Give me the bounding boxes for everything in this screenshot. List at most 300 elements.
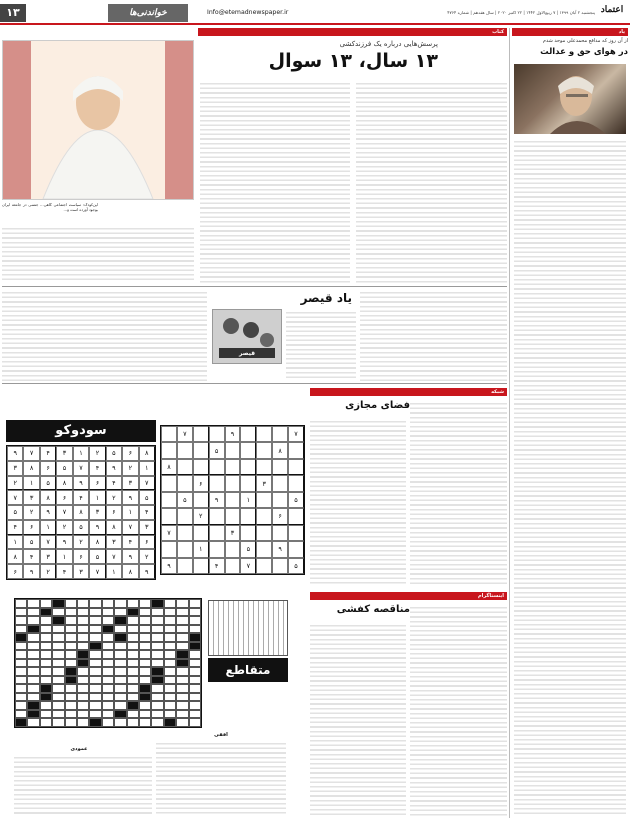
crossword-cell[interactable] [52,684,64,693]
crossword-cell[interactable] [102,633,114,642]
crossword-cell[interactable] [102,659,114,668]
sudoku-cell[interactable] [225,541,241,557]
crossword-cell[interactable] [139,616,151,625]
crossword-cell[interactable] [65,693,77,702]
crossword-cell[interactable] [27,684,39,693]
crossword-cell[interactable] [65,676,77,685]
sudoku-cell[interactable]: ۹ [209,492,225,508]
crossword-cell[interactable] [52,693,64,702]
crossword-cell[interactable] [139,633,151,642]
crossword-grid[interactable] [14,598,202,728]
sudoku-cell[interactable] [225,558,241,574]
sudoku-cell[interactable] [177,442,193,458]
crossword-cell[interactable] [102,667,114,676]
sudoku-cell[interactable] [288,475,304,491]
crossword-cell[interactable] [114,667,126,676]
sudoku-cell[interactable] [272,459,288,475]
crossword-cell[interactable] [102,701,114,710]
crossword-cell[interactable] [176,693,188,702]
sudoku-cell[interactable] [193,426,209,442]
crossword-cell[interactable] [164,667,176,676]
crossword-cell[interactable] [52,625,64,634]
crossword-cell[interactable] [15,718,27,727]
sudoku-cell[interactable]: ۳ [256,475,272,491]
crossword-cell[interactable] [40,676,52,685]
crossword-cell[interactable] [114,650,126,659]
sudoku-cell[interactable] [240,475,256,491]
sudoku-cell[interactable]: ۵ [177,492,193,508]
crossword-cell[interactable] [15,616,27,625]
crossword-cell[interactable] [176,684,188,693]
crossword-cell[interactable] [164,616,176,625]
crossword-cell[interactable] [139,659,151,668]
crossword-cell[interactable] [102,693,114,702]
crossword-cell[interactable] [27,616,39,625]
crossword-cell[interactable] [89,608,101,617]
crossword-cell[interactable] [77,608,89,617]
crossword-cell[interactable] [176,599,188,608]
crossword-cell[interactable] [89,616,101,625]
crossword-cell[interactable] [89,718,101,727]
crossword-cell[interactable] [65,701,77,710]
crossword-cell[interactable] [164,608,176,617]
crossword-cell[interactable] [77,642,89,651]
crossword-cell[interactable] [127,676,139,685]
sudoku-cell[interactable] [225,475,241,491]
sudoku-cell[interactable] [177,525,193,541]
sudoku-cell[interactable] [161,541,177,557]
crossword-cell[interactable] [127,710,139,719]
sudoku-cell[interactable] [193,525,209,541]
crossword-cell[interactable] [40,710,52,719]
crossword-cell[interactable] [139,608,151,617]
crossword-cell[interactable] [189,633,201,642]
crossword-cell[interactable] [114,710,126,719]
sudoku-cell[interactable] [209,459,225,475]
sudoku-cell[interactable] [240,442,256,458]
sudoku-cell[interactable] [288,459,304,475]
crossword-cell[interactable] [40,633,52,642]
crossword-cell[interactable] [52,599,64,608]
sudoku-cell[interactable] [177,459,193,475]
crossword-cell[interactable] [40,718,52,727]
crossword-cell[interactable] [139,667,151,676]
crossword-cell[interactable] [176,616,188,625]
crossword-cell[interactable] [15,701,27,710]
crossword-cell[interactable] [102,676,114,685]
crossword-cell[interactable] [151,684,163,693]
crossword-cell[interactable] [15,633,27,642]
crossword-cell[interactable] [127,701,139,710]
crossword-cell[interactable] [15,650,27,659]
crossword-cell[interactable] [176,659,188,668]
sudoku-cell[interactable] [288,525,304,541]
sudoku-cell[interactable]: ۶ [272,508,288,524]
crossword-cell[interactable] [77,684,89,693]
crossword-cell[interactable] [27,650,39,659]
crossword-cell[interactable] [102,710,114,719]
crossword-cell[interactable] [139,625,151,634]
crossword-cell[interactable] [127,642,139,651]
sudoku-cell[interactable] [225,492,241,508]
sudoku-cell[interactable] [193,492,209,508]
crossword-cell[interactable] [102,684,114,693]
crossword-cell[interactable] [127,718,139,727]
crossword-cell[interactable] [89,642,101,651]
sudoku-cell[interactable] [193,459,209,475]
crossword-cell[interactable] [139,718,151,727]
crossword-cell[interactable] [65,684,77,693]
sudoku-cell[interactable]: ۹ [225,426,241,442]
crossword-cell[interactable] [164,599,176,608]
crossword-cell[interactable] [114,693,126,702]
crossword-cell[interactable] [40,693,52,702]
crossword-cell[interactable] [139,650,151,659]
crossword-cell[interactable] [77,667,89,676]
sudoku-cell[interactable] [209,426,225,442]
crossword-cell[interactable] [15,659,27,668]
sudoku-cell[interactable] [240,426,256,442]
sudoku-cell[interactable] [288,442,304,458]
crossword-cell[interactable] [102,718,114,727]
crossword-cell[interactable] [40,684,52,693]
crossword-cell[interactable] [65,667,77,676]
crossword-cell[interactable] [27,633,39,642]
crossword-cell[interactable] [40,659,52,668]
crossword-cell[interactable] [127,667,139,676]
crossword-cell[interactable] [151,718,163,727]
sudoku-cell[interactable] [288,541,304,557]
sudoku-cell[interactable] [272,525,288,541]
crossword-cell[interactable] [40,642,52,651]
sudoku-cell[interactable]: ۴ [209,558,225,574]
crossword-cell[interactable] [52,642,64,651]
crossword-cell[interactable] [102,625,114,634]
crossword-cell[interactable] [164,684,176,693]
crossword-cell[interactable] [65,650,77,659]
crossword-cell[interactable] [189,710,201,719]
crossword-cell[interactable] [52,710,64,719]
sudoku-cell[interactable] [177,508,193,524]
crossword-cell[interactable] [176,633,188,642]
crossword-cell[interactable] [151,701,163,710]
crossword-cell[interactable] [40,625,52,634]
crossword-cell[interactable] [27,718,39,727]
sudoku-cell[interactable]: ۸ [161,459,177,475]
sudoku-cell[interactable]: ۸ [272,442,288,458]
sudoku-cell[interactable] [272,558,288,574]
crossword-cell[interactable] [139,693,151,702]
crossword-cell[interactable] [77,676,89,685]
sudoku-cell[interactable] [209,525,225,541]
sudoku-cell[interactable]: ۵ [288,492,304,508]
crossword-cell[interactable] [139,676,151,685]
crossword-cell[interactable] [102,599,114,608]
crossword-cell[interactable] [114,659,126,668]
crossword-cell[interactable] [164,625,176,634]
crossword-cell[interactable] [189,650,201,659]
crossword-cell[interactable] [15,667,27,676]
sudoku-cell[interactable] [256,492,272,508]
crossword-cell[interactable] [65,659,77,668]
crossword-cell[interactable] [139,642,151,651]
crossword-cell[interactable] [102,616,114,625]
crossword-cell[interactable] [89,701,101,710]
crossword-cell[interactable] [189,599,201,608]
crossword-cell[interactable] [127,625,139,634]
crossword-cell[interactable] [176,710,188,719]
crossword-cell[interactable] [189,676,201,685]
sudoku-cell[interactable] [161,508,177,524]
crossword-cell[interactable] [89,684,101,693]
crossword-cell[interactable] [189,608,201,617]
crossword-cell[interactable] [189,667,201,676]
sudoku-cell[interactable] [256,525,272,541]
sudoku-cell[interactable] [272,475,288,491]
sudoku-cell[interactable] [209,508,225,524]
crossword-cell[interactable] [15,642,27,651]
crossword-cell[interactable] [65,710,77,719]
crossword-cell[interactable] [27,659,39,668]
sudoku-cell[interactable]: ۷ [288,426,304,442]
sudoku-cell[interactable] [225,442,241,458]
crossword-cell[interactable] [65,633,77,642]
crossword-cell[interactable] [77,701,89,710]
sudoku-cell[interactable] [272,492,288,508]
crossword-cell[interactable] [127,608,139,617]
crossword-cell[interactable] [15,608,27,617]
crossword-cell[interactable] [176,701,188,710]
sudoku-cell[interactable]: ۱ [240,492,256,508]
sudoku-cell[interactable]: ۷ [240,558,256,574]
crossword-cell[interactable] [189,693,201,702]
crossword-cell[interactable] [102,608,114,617]
crossword-cell[interactable] [65,608,77,617]
crossword-cell[interactable] [114,676,126,685]
crossword-cell[interactable] [151,667,163,676]
crossword-cell[interactable] [114,701,126,710]
crossword-cell[interactable] [164,676,176,685]
crossword-cell[interactable] [40,650,52,659]
crossword-cell[interactable] [15,684,27,693]
sudoku-cell[interactable] [225,508,241,524]
sudoku-cell[interactable]: ۳ [225,525,241,541]
crossword-cell[interactable] [15,599,27,608]
crossword-cell[interactable] [77,659,89,668]
crossword-cell[interactable] [65,599,77,608]
crossword-cell[interactable] [189,625,201,634]
crossword-cell[interactable] [127,693,139,702]
crossword-cell[interactable] [151,693,163,702]
crossword-cell[interactable] [127,650,139,659]
crossword-cell[interactable] [164,642,176,651]
crossword-cell[interactable] [127,659,139,668]
sudoku-cell[interactable] [272,426,288,442]
crossword-cell[interactable] [176,642,188,651]
crossword-cell[interactable] [176,718,188,727]
sudoku-cell[interactable] [161,492,177,508]
crossword-cell[interactable] [176,625,188,634]
crossword-cell[interactable] [89,667,101,676]
crossword-cell[interactable] [15,693,27,702]
crossword-cell[interactable] [164,650,176,659]
crossword-cell[interactable] [89,710,101,719]
crossword-cell[interactable] [27,642,39,651]
crossword-cell[interactable] [40,599,52,608]
crossword-cell[interactable] [176,667,188,676]
crossword-cell[interactable] [151,710,163,719]
crossword-cell[interactable] [77,710,89,719]
sudoku-cell[interactable] [209,541,225,557]
crossword-cell[interactable] [114,642,126,651]
crossword-cell[interactable] [77,633,89,642]
sudoku-cell[interactable] [177,558,193,574]
crossword-cell[interactable] [77,693,89,702]
crossword-cell[interactable] [114,633,126,642]
sudoku-cell[interactable]: ۲ [193,508,209,524]
crossword-cell[interactable] [189,684,201,693]
sudoku-cell[interactable] [209,475,225,491]
crossword-cell[interactable] [164,710,176,719]
crossword-cell[interactable] [40,667,52,676]
crossword-cell[interactable] [89,625,101,634]
crossword-cell[interactable] [77,616,89,625]
crossword-cell[interactable] [40,701,52,710]
crossword-cell[interactable] [114,616,126,625]
crossword-cell[interactable] [151,608,163,617]
crossword-cell[interactable] [127,684,139,693]
crossword-cell[interactable] [52,667,64,676]
sudoku-cell[interactable] [240,525,256,541]
sudoku-cell[interactable]: ۱ [193,541,209,557]
crossword-cell[interactable] [176,650,188,659]
crossword-cell[interactable] [27,608,39,617]
crossword-cell[interactable] [77,718,89,727]
crossword-cell[interactable] [189,718,201,727]
sudoku-cell[interactable] [256,508,272,524]
sudoku-cell[interactable] [240,508,256,524]
crossword-cell[interactable] [65,718,77,727]
crossword-cell[interactable] [127,633,139,642]
sudoku-cell[interactable] [256,541,272,557]
crossword-cell[interactable] [151,642,163,651]
crossword-cell[interactable] [52,616,64,625]
crossword-cell[interactable] [176,608,188,617]
crossword-cell[interactable] [65,642,77,651]
crossword-cell[interactable] [52,650,64,659]
crossword-cell[interactable] [15,710,27,719]
crossword-cell[interactable] [139,684,151,693]
crossword-cell[interactable] [176,676,188,685]
crossword-cell[interactable] [89,650,101,659]
crossword-cell[interactable] [151,633,163,642]
crossword-cell[interactable] [52,659,64,668]
crossword-cell[interactable] [189,659,201,668]
sudoku-cell[interactable]: ۹ [272,541,288,557]
crossword-cell[interactable] [151,616,163,625]
crossword-cell[interactable] [89,659,101,668]
crossword-cell[interactable] [102,650,114,659]
sudoku-cell[interactable] [256,426,272,442]
sudoku-cell[interactable] [256,442,272,458]
crossword-cell[interactable] [40,608,52,617]
crossword-cell[interactable] [139,599,151,608]
sudoku-cell[interactable] [256,459,272,475]
crossword-cell[interactable] [65,625,77,634]
sudoku-cell[interactable] [177,541,193,557]
sudoku-cell[interactable] [161,475,177,491]
sudoku-cell[interactable] [256,558,272,574]
sudoku-cell[interactable] [161,442,177,458]
sudoku-cell[interactable]: ۷ [177,426,193,442]
crossword-cell[interactable] [151,659,163,668]
crossword-cell[interactable] [151,599,163,608]
crossword-cell[interactable] [164,693,176,702]
crossword-cell[interactable] [15,625,27,634]
crossword-cell[interactable] [164,659,176,668]
crossword-cell[interactable] [164,633,176,642]
crossword-cell[interactable] [114,625,126,634]
sudoku-cell[interactable]: ۵ [288,558,304,574]
sudoku-puzzle-grid[interactable] [160,425,305,575]
crossword-cell[interactable] [15,676,27,685]
crossword-cell[interactable] [89,633,101,642]
crossword-cell[interactable] [77,625,89,634]
crossword-cell[interactable] [52,701,64,710]
sudoku-cell[interactable] [288,508,304,524]
crossword-cell[interactable] [139,701,151,710]
sudoku-cell[interactable] [161,426,177,442]
crossword-cell[interactable] [27,710,39,719]
crossword-cell[interactable] [114,718,126,727]
crossword-cell[interactable] [189,616,201,625]
crossword-cell[interactable] [102,642,114,651]
crossword-cell[interactable] [89,676,101,685]
sudoku-cell[interactable]: ۷ [161,525,177,541]
sudoku-cell[interactable]: ۵ [209,442,225,458]
crossword-cell[interactable] [114,684,126,693]
sudoku-cell[interactable] [225,459,241,475]
crossword-cell[interactable] [127,616,139,625]
crossword-cell[interactable] [52,608,64,617]
crossword-cell[interactable] [139,710,151,719]
sudoku-cell[interactable]: ۶ [193,475,209,491]
crossword-cell[interactable] [151,650,163,659]
sudoku-cell[interactable] [193,558,209,574]
crossword-cell[interactable] [151,625,163,634]
sudoku-cell[interactable] [240,459,256,475]
sudoku-cell[interactable]: ۹ [161,558,177,574]
crossword-cell[interactable] [52,633,64,642]
crossword-cell[interactable] [27,625,39,634]
crossword-cell[interactable] [27,676,39,685]
crossword-cell[interactable] [89,693,101,702]
crossword-cell[interactable] [77,650,89,659]
crossword-cell[interactable] [164,701,176,710]
crossword-cell[interactable] [189,642,201,651]
crossword-cell[interactable] [52,676,64,685]
crossword-cell[interactable] [127,599,139,608]
crossword-cell[interactable] [164,718,176,727]
crossword-cell[interactable] [89,599,101,608]
crossword-cell[interactable] [27,701,39,710]
crossword-cell[interactable] [27,599,39,608]
crossword-cell[interactable] [151,676,163,685]
crossword-cell[interactable] [40,616,52,625]
crossword-cell[interactable] [27,693,39,702]
crossword-cell[interactable] [114,599,126,608]
email-link[interactable]: Info@etemadnewspaper.ir [207,9,289,16]
